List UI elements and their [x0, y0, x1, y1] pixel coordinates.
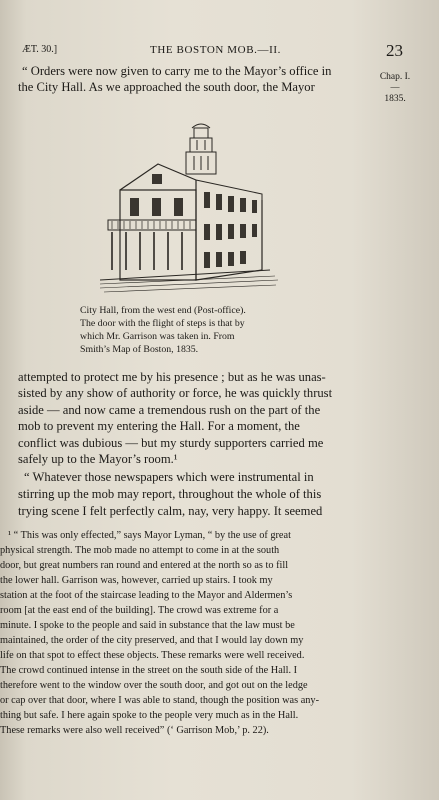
caption-line: The door with the flight of steps is that by	[80, 318, 245, 329]
page-number: 23	[386, 41, 403, 60]
body-line: attempted to protect me by his presence ; but as he was unas-	[18, 370, 326, 384]
body-line: aside — and now came a tremendous rush on the part of the	[18, 403, 321, 417]
footnote-line: door, but great numbers ran round and entered at the north so as to fill	[0, 560, 289, 571]
footnote-line: maintained, the order of the city preserved, and that I would lay down my	[0, 635, 304, 646]
caption-line: which Mr. Garrison was taken in. From	[80, 331, 235, 342]
footnote-line: therefore went to the window over the south door, and got out on the ledge	[0, 680, 308, 691]
footnote-line: room [at the east end of the building]. The crowd was extreme for a	[0, 605, 279, 616]
footnote-line: These remarks were also well received” (‘ Garrison Mob,’ p. 22).	[0, 725, 269, 736]
intro-line: the City Hall. As we approached the south door, the Mayor	[18, 80, 315, 94]
caption-line: City Hall, from the west end (Post-office).	[80, 305, 246, 316]
sidenote-chapter: Chap. I.	[379, 72, 411, 82]
body-line: trying scene I felt perfectly calm, nay, very happy. It seemed	[18, 504, 323, 518]
footnote-line: minute. I spoke to the people and said in substance that the law must be	[0, 620, 295, 631]
body-line: stirring up the mob may report, throughout the whole of this	[18, 487, 322, 501]
footnote-line: station at the foot of the staircase leading to the Mayor and Aldermen’s	[0, 590, 293, 601]
body-line: conflict was dubious — but my sturdy supporters carried me	[18, 436, 324, 450]
city-hall-engraving-icon	[100, 120, 280, 295]
footnote-line: or cap over that door, where I was able to stand, though the position was any-	[0, 695, 319, 706]
footnote-line: The crowd continued intense in the street on the south side of the Hall. I	[0, 665, 298, 676]
footnote-line: life on that spot to effect these objects. These remarks were well received.	[0, 650, 305, 661]
body-line: mob to prevent my entering the Hall. For a moment, the	[18, 419, 300, 433]
running-head-left: ÆT. 30.]	[22, 44, 58, 55]
sidenote-year: 1835.	[384, 94, 406, 104]
body-line: sisted by any show of authority or force, he was quickly thrust	[18, 386, 333, 400]
footnote-line: the lower hall. Garrison was, however, carried up stairs. I took my	[0, 575, 273, 586]
footnote-line: physical strength. The mob made no attempt to come in at the south	[0, 545, 280, 556]
caption-line: Smith’s Map of Boston, 1835.	[80, 344, 199, 355]
body-line: “ Whatever those newspapers which were instrumental in	[24, 470, 314, 484]
intro-line: “ Orders were now given to carry me to the Mayor’s office in	[22, 64, 332, 78]
sidenote-dash: —	[390, 82, 400, 92]
body-line: safely up to the Mayor’s room.¹	[18, 452, 178, 466]
footnote-line: ¹ “ This was only effected,” says Mayor Lyman, “ by the use of great	[8, 530, 291, 541]
running-head-title: THE BOSTON MOB.—II.	[150, 44, 281, 56]
footnote-line: thing but safe. I here again spoke to the people very much as in the Hall.	[0, 710, 299, 721]
